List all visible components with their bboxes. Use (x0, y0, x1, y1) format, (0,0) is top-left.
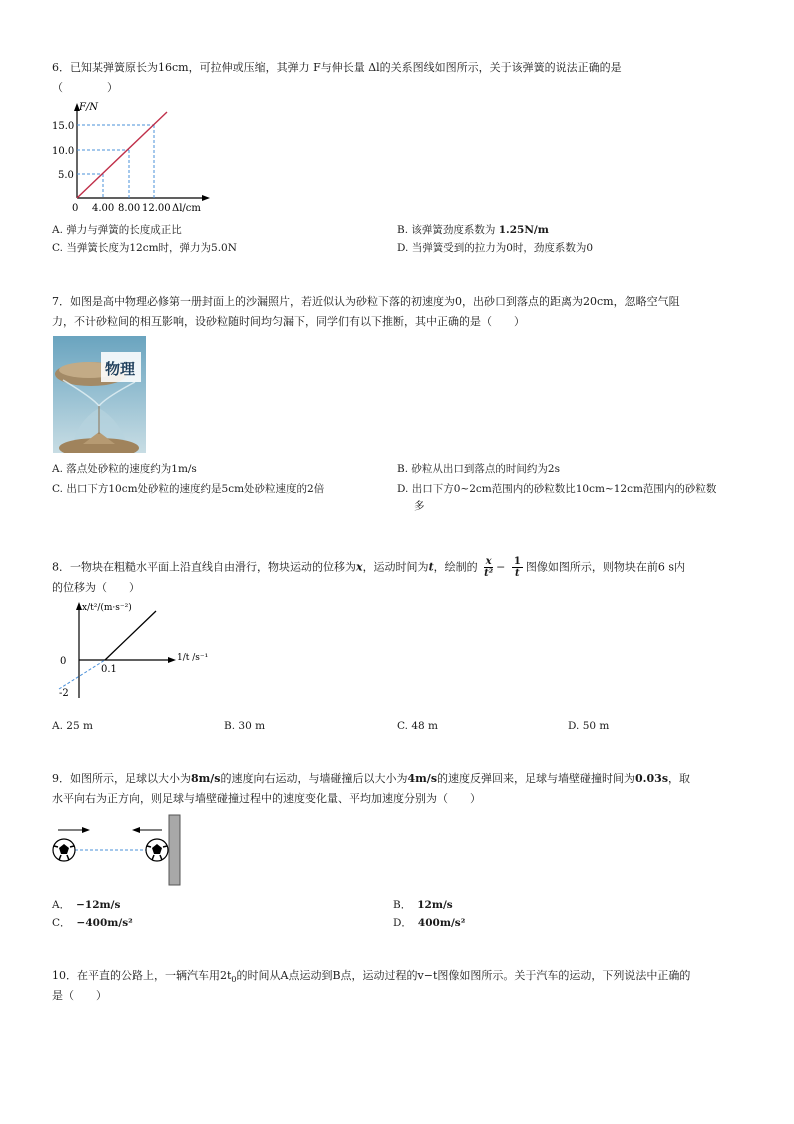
q8-frac1-den: t² (484, 568, 494, 579)
q9-option-a-label: A． (52, 899, 71, 911)
q8-x-label: 1/t /s⁻¹ (177, 653, 209, 663)
q6-spring-force-graph (50, 100, 220, 218)
q9-option-a[interactable] (52, 896, 120, 914)
q6-stem-line2: （ ） (52, 81, 118, 94)
q9-soccer-ball-left-icon (53, 839, 75, 861)
q10-stem-a: 10．在平直的公路上，一辆汽车用2t (52, 969, 232, 982)
q8-origin: 0 (60, 656, 67, 667)
q9-option-d[interactable] (393, 914, 465, 932)
q9-stem-line2: 水平向右为正方向，则足球与墙壁碰撞过程中的速度变化量、平均加速度分别为（ ） (52, 792, 481, 805)
q7-option-a[interactable]: A. 落点处砂粒的速度约为1m/s (52, 463, 197, 475)
q10-stem-line1 (52, 966, 690, 990)
q9-option-c-label: C． (52, 917, 71, 929)
q8-x-arrow (168, 657, 176, 663)
q8-stem-line1 (52, 556, 685, 579)
q8-option-a[interactable]: A. 25 m (52, 720, 93, 732)
q8-y-label: x/t²/(m·s⁻²) (82, 603, 132, 613)
q8-minus: − (496, 560, 506, 574)
q10-stem-line2: 是（ ） (52, 989, 107, 1002)
q9-option-b-value: 12m/s (417, 899, 453, 911)
q10-stem-b: 的时间从A点运动到B点，运动过程的v−t图像如图所示。关于汽车的运动，下列说法中正确的 (236, 969, 691, 982)
q8-option-d[interactable]: D. 50 m (568, 720, 610, 732)
q9-wall (169, 815, 180, 885)
q7-stem-line2: 力，不计砂粒间的相互影响，设砂粒随时间均匀漏下，同学们有以下推断，其中正确的是（ ） (52, 315, 525, 328)
q9-stem-d: ，取 (668, 772, 691, 785)
q10-subscript: 0 (231, 975, 237, 985)
q8-var-x: x (356, 560, 363, 574)
q9-option-c-value: −400m/s² (76, 917, 133, 929)
q9-ball-wall-figure (50, 810, 190, 890)
q6-x-label: Δl/cm (172, 203, 201, 214)
q6-option-d[interactable]: D. 当弹簧受到的拉力为0时，劲度系数为0 (397, 242, 594, 254)
q7-cover-title: 物理 (105, 360, 136, 378)
q6-y-label: F/N (79, 102, 99, 113)
q6-option-b-value: 1.25N/m (498, 224, 549, 236)
q9-v1: 8m/s (191, 772, 221, 785)
q9-v2: 4m/s (407, 772, 438, 785)
q7-option-c[interactable]: C. 出口下方10cm处砂粒的速度约是5cm处砂粒速度的2倍 (52, 483, 325, 495)
q6-x-tick-8: 8.00 (118, 203, 141, 214)
q6-x-tick-12: 12.00 (142, 203, 171, 214)
q8-data-line (105, 611, 156, 660)
q8-frac1-num: x (485, 556, 492, 567)
q7-textbook-cover-image (53, 336, 146, 453)
q9-option-d-value: 400m/s² (417, 917, 466, 929)
q8-fraction-x-over-t2 (484, 556, 493, 579)
q8-stem-d: 图像如图所示，则物块在前6 s内 (525, 560, 685, 574)
q8-stem-c: ，绘制的 (433, 560, 478, 574)
q9-option-b[interactable] (393, 896, 453, 914)
q6-option-a[interactable]: A. 弹力与弹簧的长度成正比 (52, 224, 182, 236)
q8-frac2-num: 1 (513, 556, 521, 567)
q7-option-d-line2: 多 (414, 500, 425, 512)
q6-option-c[interactable]: C. 当弹簧长度为12cm时，弹力为5.0N (52, 242, 237, 254)
q7-hourglass-photo (53, 336, 146, 453)
q8-var-t: t (428, 560, 434, 574)
q8-frac2-den: t (515, 568, 520, 579)
q8-stem-b: ，运动时间为 (362, 560, 429, 574)
q9-option-d-label: D． (393, 917, 412, 929)
q7-option-b[interactable]: B. 砂粒从出口到落点的时间约为2s (397, 463, 560, 475)
q6-option-b-prefix: B. 该弹簧劲度系数为 (397, 224, 496, 236)
q8-x-tick: 0.1 (101, 664, 117, 675)
q6-x-tick-4: 4.00 (92, 203, 115, 214)
q9-arrow-left-icon (132, 827, 140, 833)
q6-y-tick-10: 10.0 (52, 146, 75, 157)
q8-fraction-1-over-t (512, 556, 523, 579)
q8-option-c[interactable]: C. 48 m (397, 720, 438, 732)
q9-option-c[interactable] (52, 914, 133, 932)
q7-option-d-line1[interactable]: D. 出口下方0~2cm范围内的砂粒数比10cm~12cm范围内的砂粒数 (397, 483, 717, 495)
q9-stem-c: 的速度反弹回来，足球与墙壁碰撞时间为 (437, 772, 636, 785)
q9-dt: 0.03s (635, 772, 669, 785)
q6-stem-line1: 6．已知某弹簧原长为16cm，可拉伸或压缩，其弹力 F与伸长量 Δl的关系图线如图所示，关于该弹簧的说法正确的是 (52, 61, 622, 74)
q8-stem-a: 8．一物块在粗糙水平面上沿直线自由滑行，物块运动的位移为 (52, 560, 356, 574)
q9-soccer-ball-right-icon (146, 839, 168, 861)
q9-option-b-label: B． (393, 899, 412, 911)
q7-stem-line1: 7．如图是高中物理必修第一册封面上的沙漏照片，若近似认为砂粒下落的初速度为0，出砂口到落点的距离为20cm，忽略空气阻 (52, 295, 680, 308)
q9-stem-a: 9．如图所示，足球以大小为 (52, 772, 191, 785)
q9-option-a-value: −12m/s (76, 899, 121, 911)
q8-graph (56, 598, 216, 706)
q9-stem-b: 的速度向右运动，与墙碰撞后以大小为 (220, 772, 408, 785)
q6-option-b[interactable] (397, 221, 549, 239)
q6-x-arrow (202, 195, 210, 201)
q9-stem-line1 (52, 769, 690, 789)
q8-y-tick: -2 (59, 688, 69, 699)
q6-origin: 0 (72, 203, 79, 214)
q9-arrow-right-icon (82, 827, 90, 833)
q6-y-tick-15: 15.0 (52, 121, 75, 132)
q6-y-tick-5: 5.0 (58, 170, 74, 181)
q8-stem-line2: 的位移为（ ） (52, 581, 140, 594)
q8-option-b[interactable]: B. 30 m (224, 720, 266, 732)
